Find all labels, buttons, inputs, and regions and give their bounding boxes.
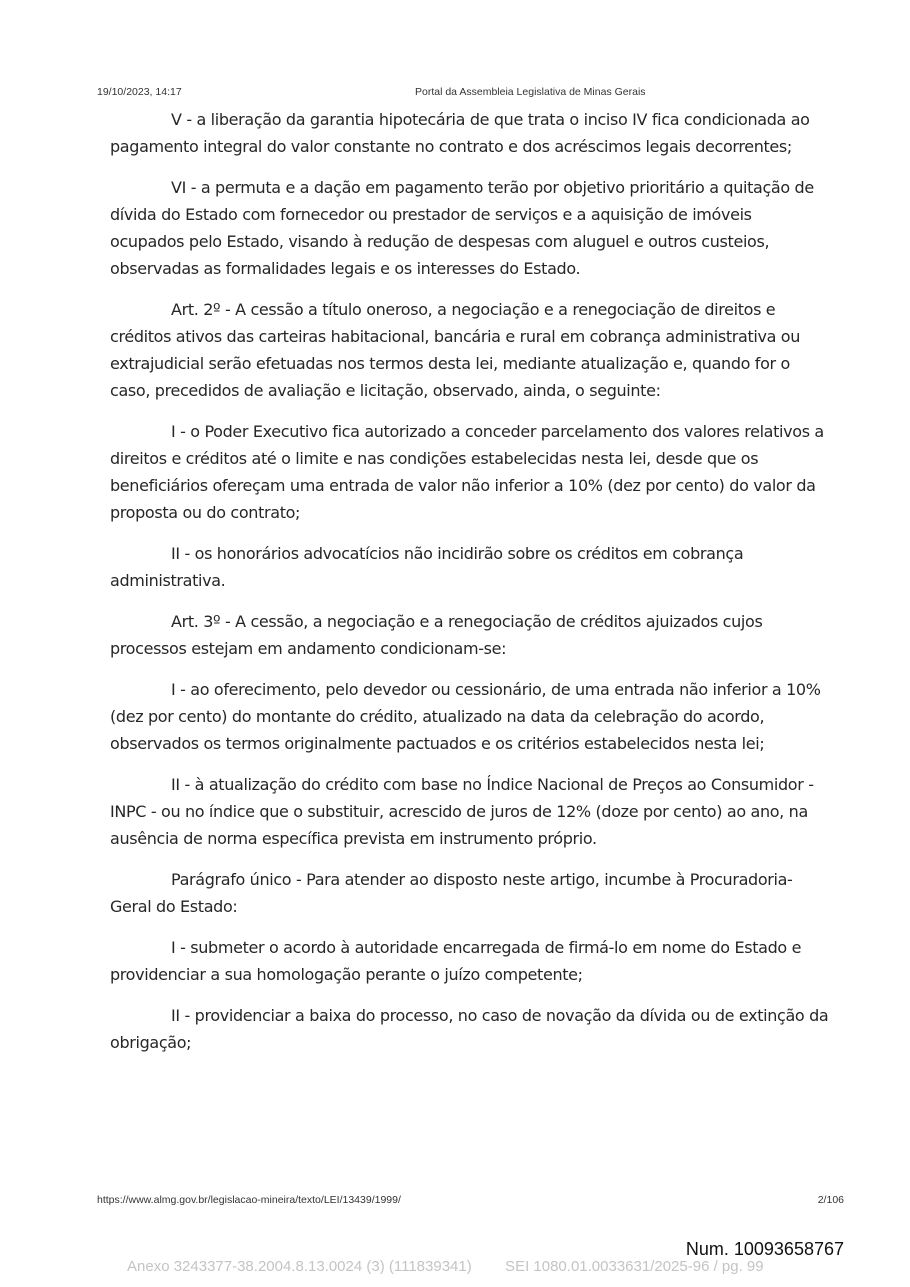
law-text-body	[110, 106, 830, 1070]
paragraph-art-2: Art. 2º - A cessão a título oneroso, a negociação e a renegociação de direitos e créditos ativos das carteiras habitacional, bancária e rural em cobrança administrativa ou extrajudicial serão efetuadas nos termos desta lei, mediante atualização e, quando for o caso, precedidos de avaliação e licitação, observado, ainda, o seguinte:	[110, 300, 801, 400]
paragraph-art-2-inciso-i: I - o Poder Executivo fica autorizado a conceder parcelamento dos valores relativos a direitos e créditos até o limite e nas condições estabelecidas nesta lei, desde que os beneficiários ofereçam uma entrada de valor não inferior a 10% (dez por cento) do valor da proposta ou do contrato;	[110, 422, 824, 522]
paragraph-paragrafo-unico: Parágrafo único - Para atender ao disposto neste artigo, incumbe à Procuradoria-Geral do Estado:	[110, 870, 793, 916]
annex-stamp: Anexo 3243377-38.2004.8.13.0024 (3) (111839341) SEI 1080.01.0033631/2025-96 / pg. 99	[127, 1258, 764, 1275]
paragraph-paragrafo-unico-inciso-ii: II - providenciar a baixa do processo, no caso de novação da dívida ou de extinção da obrigação;	[110, 1006, 829, 1052]
document-number: Num. 10093658767	[685, 1239, 844, 1259]
paragraph-art-3-inciso-ii: II - à atualização do crédito com base no Índice Nacional de Preços ao Consumidor - INPC - ou no índice que o substituir, acrescido de juros de 12% (doze por cento) ao ano, na ausência de norma específica prevista em instrumento próprio.	[110, 775, 814, 848]
paragraph-paragrafo-unico-inciso-i: I - submeter o acordo à autoridade encarregada de firmá-lo em nome do Estado e providenciar a sua homologação perante o juízo competente;	[110, 938, 802, 984]
paragraph-art-2-inciso-ii: II - os honorários advocatícios não incidirão sobre os créditos em cobrança administrativa.	[110, 544, 744, 590]
paragraph-art-3: Art. 3º - A cessão, a negociação e a renegociação de créditos ajuizados cujos processos estejam em andamento condicionam-se:	[110, 612, 763, 658]
site-title: Portal da Assembleia Legislativa de Minas Gerais	[415, 86, 646, 98]
page-counter: 2/106	[817, 1194, 844, 1206]
print-header	[97, 86, 844, 100]
print-datetime: 19/10/2023, 14:17	[97, 86, 182, 98]
source-url: https://www.almg.gov.br/legislacao-mineira/texto/LEI/13439/1999/	[97, 1194, 401, 1206]
paragraph-inciso-v: V - a liberação da garantia hipotecária de que trata o inciso IV fica condicionada ao pagamento integral do valor constante no contrato e dos acréscimos legais decorrentes;	[110, 110, 810, 156]
print-footer	[97, 1194, 844, 1208]
paragraph-art-3-inciso-i: I - ao oferecimento, pelo devedor ou cessionário, de uma entrada não inferior a 10% (dez por cento) do montante do crédito, atualizado na data da celebração do acordo, observados os termos originalmente pactuados e os critérios estabelecidos nesta lei;	[110, 680, 821, 753]
paragraph-inciso-vi: VI - a permuta e a dação em pagamento terão por objetivo prioritário a quitação de dívida do Estado com fornecedor ou prestador de serviços e a aquisição de imóveis ocupados pelo Estado, visando à redução de despesas com aluguel e outros custeios, observadas as formalidades legais e os interesses do Estado.	[110, 178, 814, 278]
